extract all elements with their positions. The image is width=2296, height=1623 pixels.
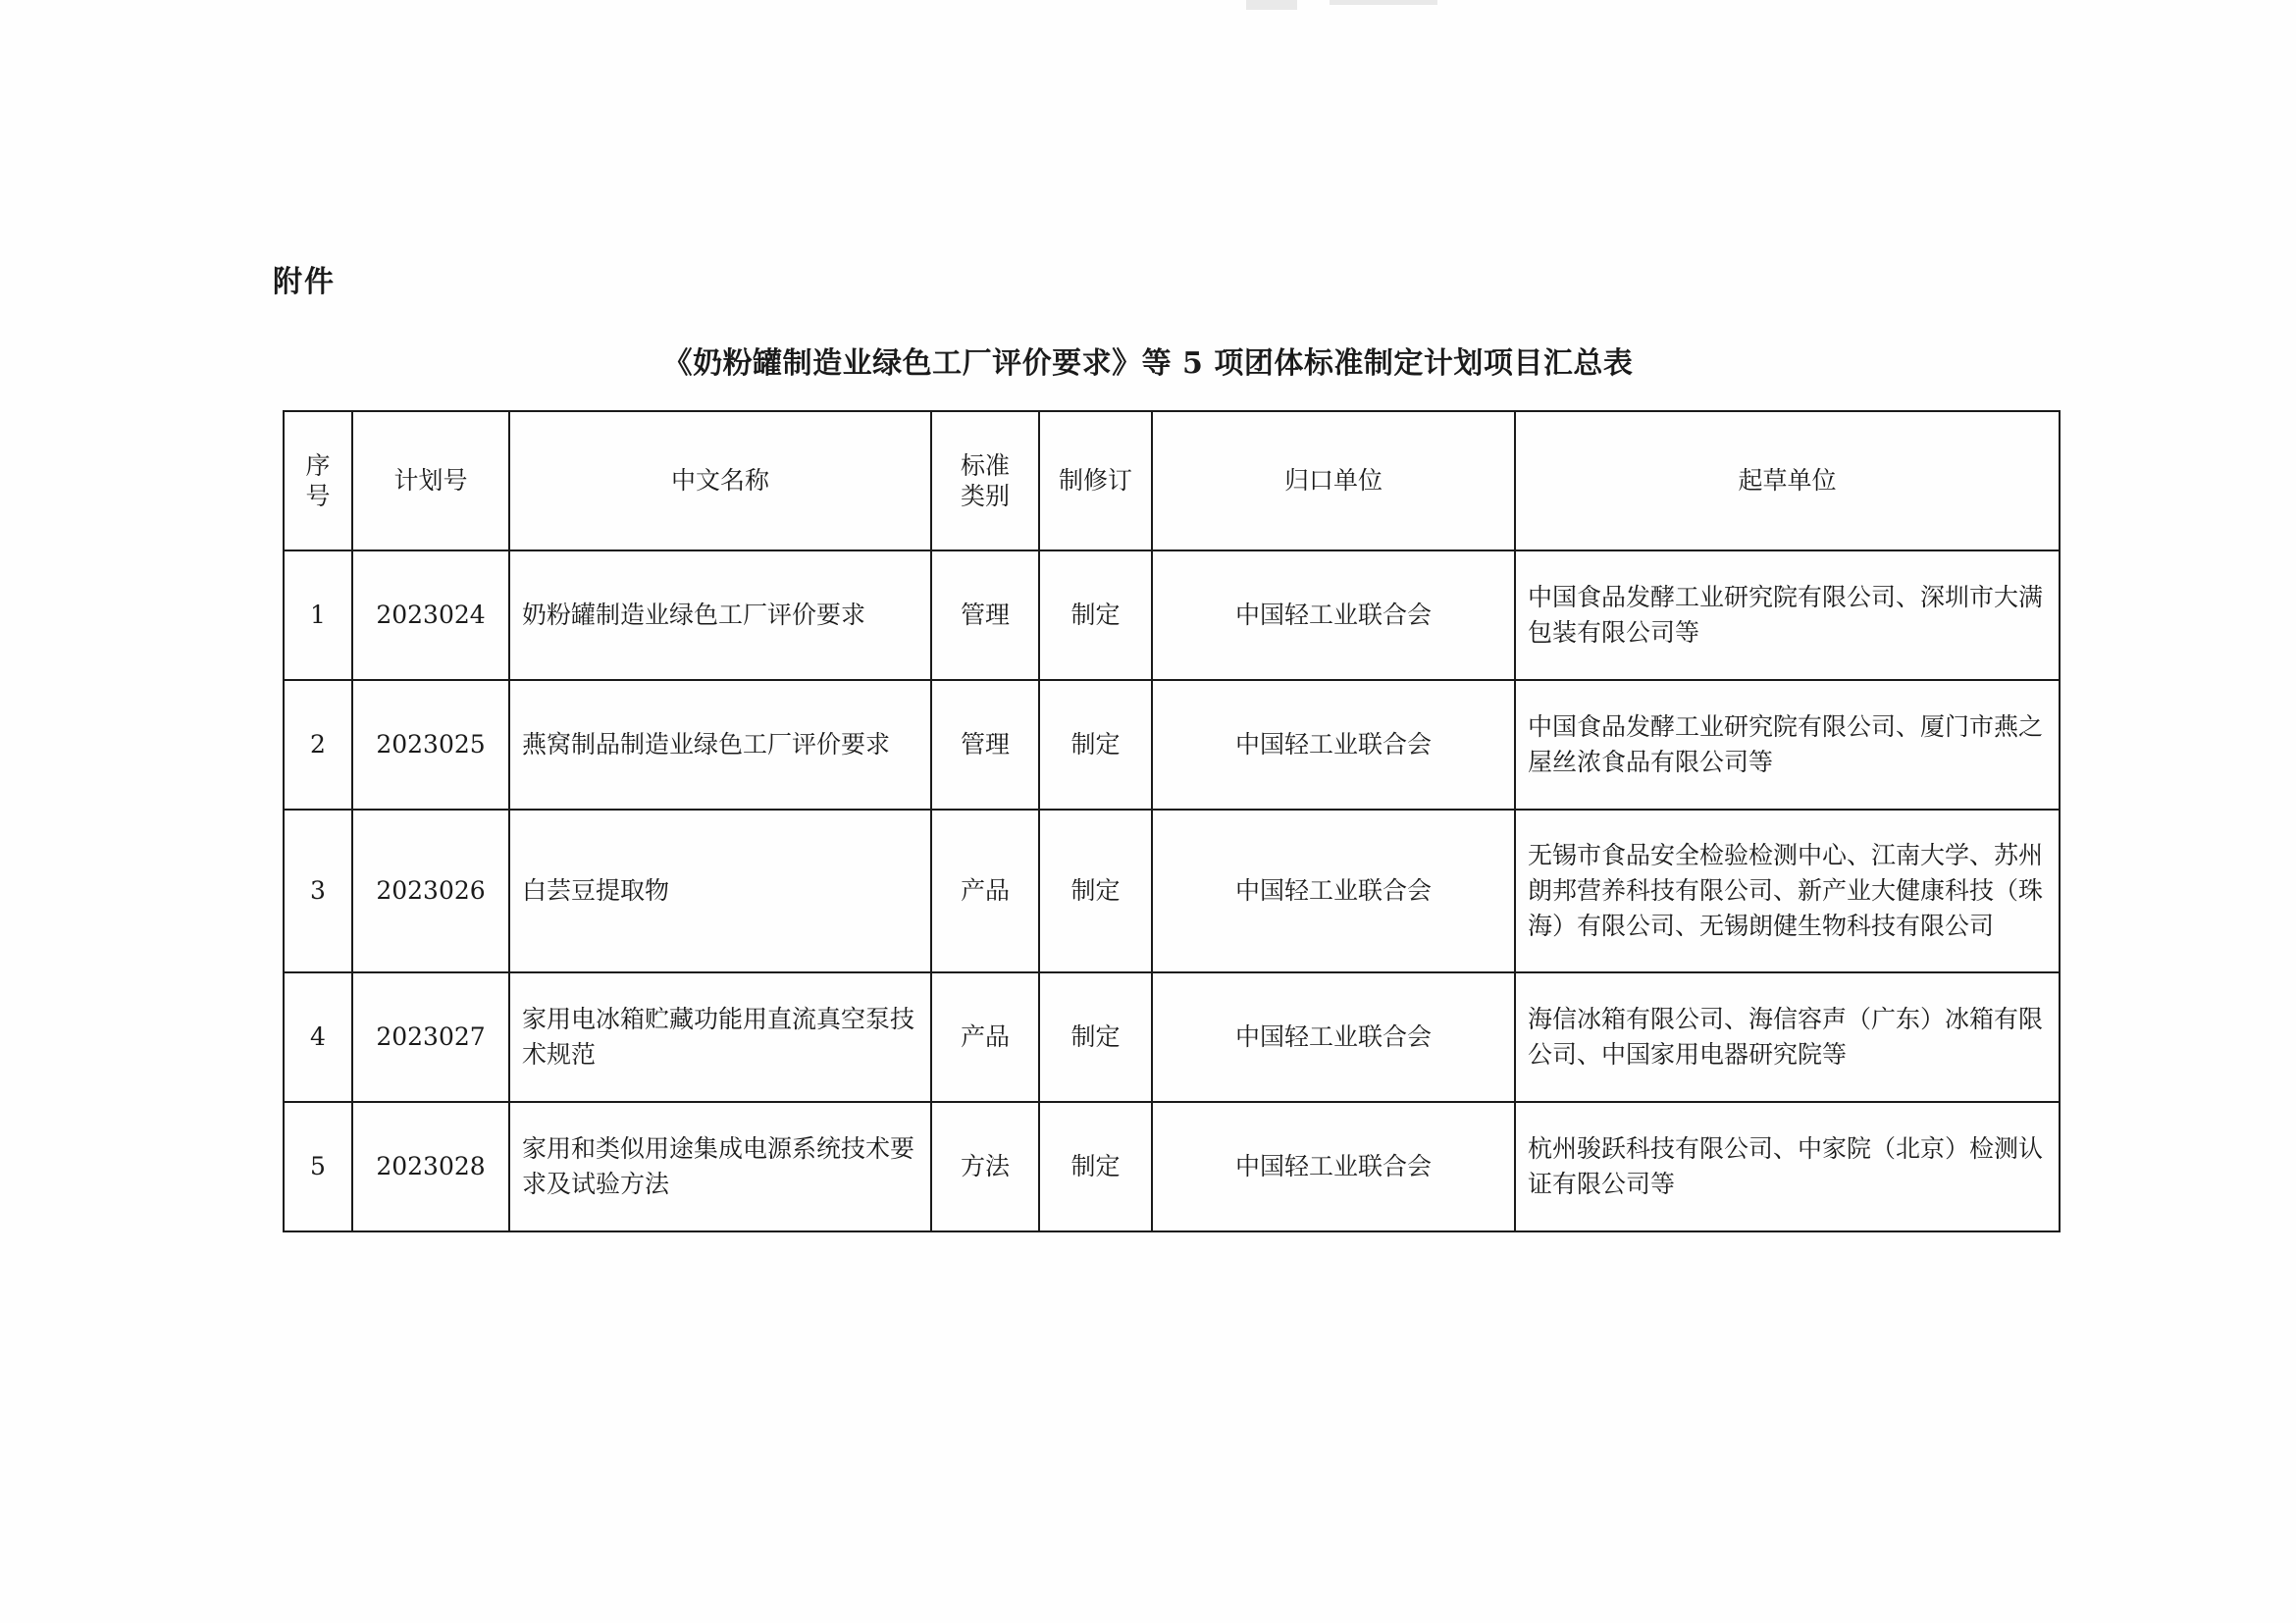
cell-revision: 制定 [1039,1102,1152,1231]
column-header-drafting-units: 起草单位 [1515,411,2060,550]
table-row [284,810,2060,972]
scan-artifact [1330,0,1437,5]
page-title: 《奶粉罐制造业绿色工厂评价要求》等 5 项团体标准制定计划项目汇总表 [662,346,1634,381]
column-header-plan-no: 计划号 [352,411,509,550]
cell-chinese-name: 白芸豆提取物 [509,810,931,972]
table-row [284,680,2060,810]
table-header-row [284,411,2060,550]
cell-category: 管理 [931,550,1039,680]
cell-managing-org: 中国轻工业联合会 [1152,680,1515,810]
cell-plan-no: 2023028 [352,1102,509,1231]
table-row [284,972,2060,1102]
cell-drafting-units: 中国食品发酵工业研究院有限公司、深圳市大满包装有限公司等 [1515,550,2060,680]
cell-no: 5 [284,1102,352,1231]
cell-chinese-name: 家用和类似用途集成电源系统技术要求及试验方法 [509,1102,931,1231]
cell-no: 4 [284,972,352,1102]
cell-drafting-units: 无锡市食品安全检验检测中心、江南大学、苏州朗邦营养科技有限公司、新产业大健康科技（珠海）有限公司、无锡朗健生物科技有限公司 [1515,810,2060,972]
column-header-category [931,411,1039,550]
cell-managing-org: 中国轻工业联合会 [1152,810,1515,972]
column-header-managing-org: 归口单位 [1152,411,1515,550]
cell-managing-org: 中国轻工业联合会 [1152,550,1515,680]
summary-table-container [283,410,2059,1232]
cell-revision: 制定 [1039,680,1152,810]
column-header-no [284,411,352,550]
cell-no: 2 [284,680,352,810]
standards-summary-table [283,410,2061,1232]
cell-managing-org: 中国轻工业联合会 [1152,1102,1515,1231]
column-header-chinese-name: 中文名称 [509,411,931,550]
table-row [284,550,2060,680]
cell-category: 产品 [931,972,1039,1102]
cell-category: 产品 [931,810,1039,972]
cell-no: 3 [284,810,352,972]
attachment-label: 附件 [273,265,336,299]
cell-chinese-name: 家用电冰箱贮藏功能用直流真空泵技术规范 [509,972,931,1102]
table-body [284,550,2060,1231]
cell-plan-no: 2023026 [352,810,509,972]
column-header-no-line2: 号 [305,482,331,510]
cell-drafting-units: 海信冰箱有限公司、海信容声（广东）冰箱有限公司、中国家用电器研究院等 [1515,972,2060,1102]
cell-revision: 制定 [1039,550,1152,680]
table-row [284,1102,2060,1231]
cell-category: 方法 [931,1102,1039,1231]
cell-chinese-name: 燕窝制品制造业绿色工厂评价要求 [509,680,931,810]
cell-category: 管理 [931,680,1039,810]
cell-drafting-units: 杭州骏跃科技有限公司、中家院（北京）检测认证有限公司等 [1515,1102,2060,1231]
column-header-no-line1: 序 [305,450,331,480]
cell-managing-org: 中国轻工业联合会 [1152,972,1515,1102]
cell-no: 1 [284,550,352,680]
cell-plan-no: 2023027 [352,972,509,1102]
cell-chinese-name: 奶粉罐制造业绿色工厂评价要求 [509,550,931,680]
cell-plan-no: 2023024 [352,550,509,680]
scan-artifact [1246,0,1297,10]
table-header [284,411,2060,550]
column-header-category-line2: 类别 [960,482,1010,510]
cell-revision: 制定 [1039,810,1152,972]
cell-revision: 制定 [1039,972,1152,1102]
column-header-revision: 制修订 [1039,411,1152,550]
cell-drafting-units: 中国食品发酵工业研究院有限公司、厦门市燕之屋丝浓食品有限公司等 [1515,680,2060,810]
column-header-category-line1: 标准 [960,450,1010,480]
cell-plan-no: 2023025 [352,680,509,810]
